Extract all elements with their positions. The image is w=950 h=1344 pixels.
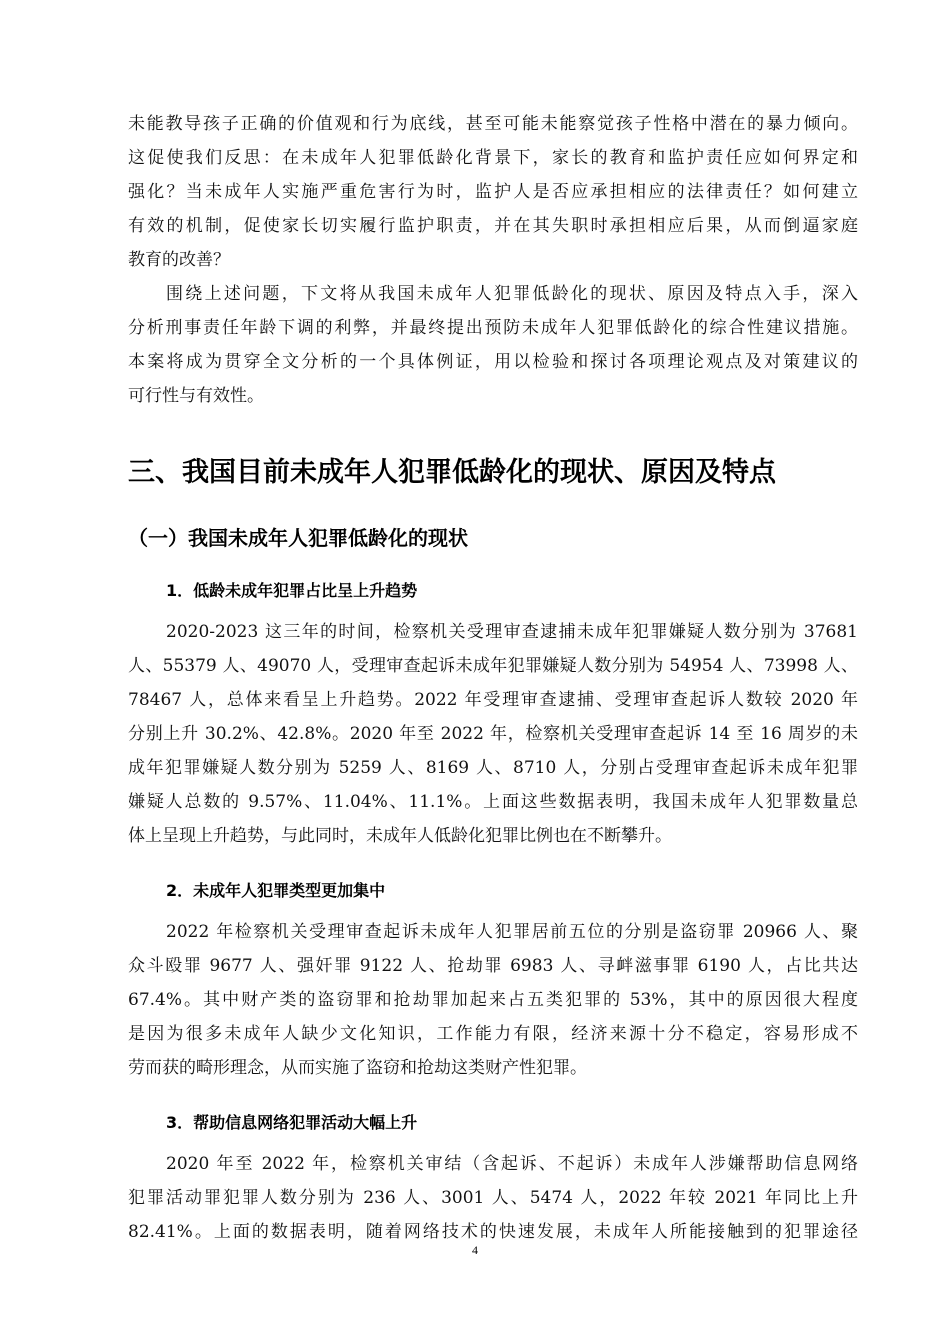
text-line: 是因为很多未成年人缺少文化知识，工作能力有限，经济来源十分不稳定，容易形成不 bbox=[128, 1024, 858, 1044]
text-line: 2020 年至 2022 年，检察机关审结（含起诉、不起诉）未成年人涉嫌帮助信息网络 bbox=[166, 1154, 858, 1174]
item-heading-3: 3．帮助信息网络犯罪活动大幅上升 bbox=[166, 1113, 418, 1132]
subsection-heading: （一）我国未成年人犯罪低龄化的现状 bbox=[128, 526, 468, 550]
text-line: 犯罪活动罪犯罪人数分别为 236 人、3001 人、5474 人，2022 年较 2021 年同比上升 bbox=[128, 1188, 858, 1208]
text-line: 2022 年检察机关受理审查起诉未成年人犯罪居前五位的分别是盗窃罪 20966 人、聚 bbox=[166, 922, 858, 942]
section-heading: 三、我国目前未成年人犯罪低龄化的现状、原因及特点 bbox=[128, 457, 776, 488]
text-line: 围绕上述问题，下文将从我国未成年人犯罪低龄化的现状、原因及特点入手，深入 bbox=[166, 284, 858, 304]
text-line: 嫌疑人总数的 9.57%、11.04%、11.1%。上面这些数据表明，我国未成年人犯罪数量总 bbox=[128, 792, 858, 812]
text-line: 劳而获的畸形理念，从而实施了盗窃和抢劫这类财产性犯罪。 bbox=[128, 1058, 587, 1078]
text-line: 2020-2023 这三年的时间，检察机关受理审查逮捕未成年犯罪嫌疑人数分别为 37681 bbox=[166, 622, 858, 642]
text-line: 教育的改善？ bbox=[128, 250, 230, 270]
text-line: 分别上升 30.2%、42.8%。2020 年至 2022 年，检察机关受理审查起诉 14 至 16 周岁的未 bbox=[128, 724, 858, 744]
item-heading-1: 1．低龄未成年犯罪占比呈上升趋势 bbox=[166, 581, 418, 600]
item-heading-2: 2．未成年人犯罪类型更加集中 bbox=[166, 881, 386, 900]
text-line: 这促使我们反思：在未成年人犯罪低龄化背景下，家长的教育和监护责任应如何界定和 bbox=[128, 148, 858, 168]
text-line: 67.4%。其中财产类的盗窃罪和抢劫罪加起来占五类犯罪的 53%，其中的原因很大程度 bbox=[128, 990, 858, 1010]
text-line: 有效的机制，促使家长切实履行监护职责，并在其失职时承担相应后果，从而倒逼家庭 bbox=[128, 216, 858, 236]
text-line: 强化？当未成年人实施严重危害行为时，监护人是否应承担相应的法律责任？如何建立 bbox=[128, 182, 858, 202]
text-line: 体上呈现上升趋势，与此同时，未成年人低龄化犯罪比例也在不断攀升。 bbox=[128, 826, 672, 846]
text-line: 分析刑事责任年龄下调的利弊，并最终提出预防未成年人犯罪低龄化的综合性建议措施。 bbox=[128, 318, 858, 338]
text-line: 人、55379 人、49070 人，受理审查起诉未成年犯罪嫌疑人数分别为 54954 人、73998 人、 bbox=[128, 656, 858, 676]
text-line: 众斗殴罪 9677 人、强奸罪 9122 人、抢劫罪 6983 人、寻衅滋事罪 6190 人，占比共达 bbox=[128, 956, 858, 976]
text-line: 82.41%。上面的数据表明，随着网络技术的快速发展，未成年人所能接触到的犯罪途径 bbox=[128, 1222, 858, 1242]
text-line: 本案将成为贯穿全文分析的一个具体例证，用以检验和探讨各项理论观点及对策建议的 bbox=[128, 352, 858, 372]
page-number: 4 bbox=[472, 1243, 478, 1257]
text-line: 可行性与有效性。 bbox=[128, 386, 264, 406]
text-line: 78467 人，总体来看呈上升趋势。2022 年受理审查逮捕、受理审查起诉人数较 2020 年 bbox=[128, 690, 858, 710]
text-line: 成年犯罪嫌疑人数分别为 5259 人、8169 人、8710 人，分别占受理审查起诉未成年犯罪 bbox=[128, 758, 858, 778]
text-line: 未能教导孩子正确的价值观和行为底线，甚至可能未能察觉孩子性格中潜在的暴力倾向。 bbox=[128, 114, 858, 134]
